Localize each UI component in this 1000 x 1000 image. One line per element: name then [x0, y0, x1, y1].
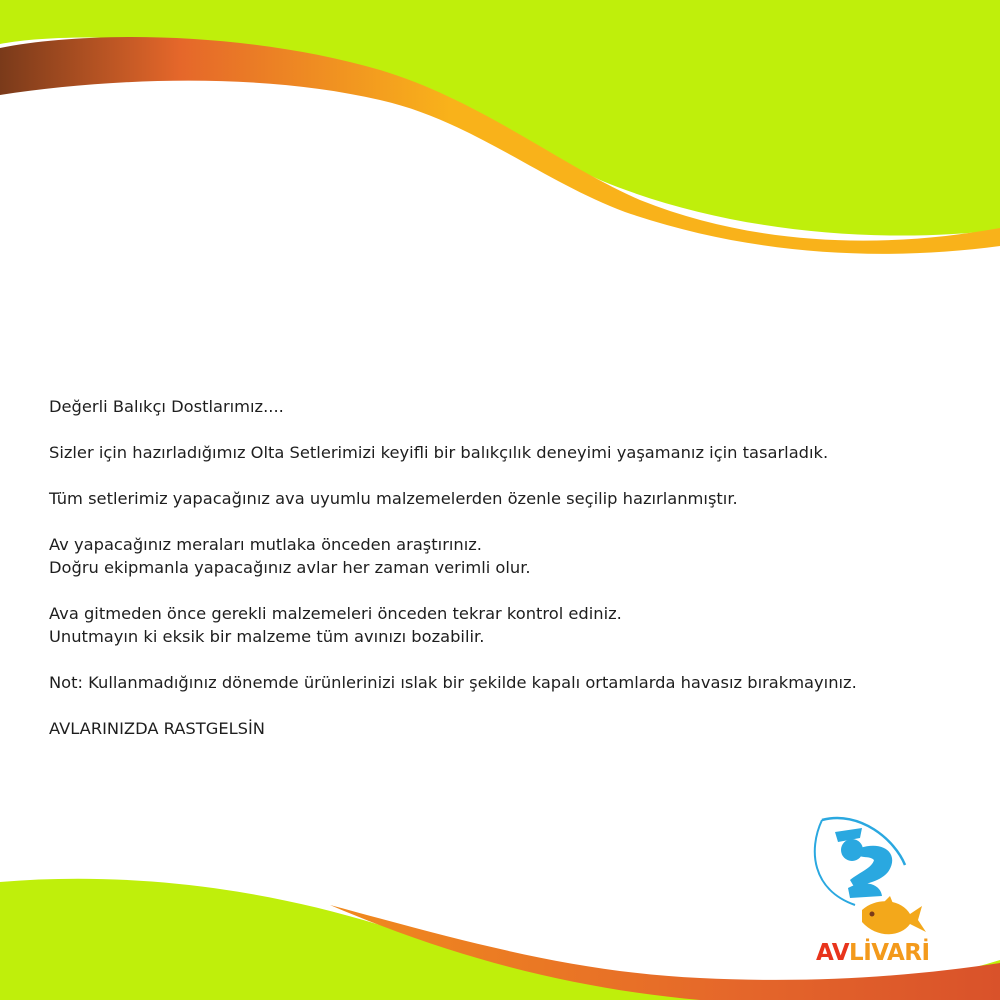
paragraph-4-line-2: Unutmayın ki eksik bir malzeme tüm avınızı bozabilir. [49, 627, 485, 646]
top-lime-wave [0, 0, 1000, 236]
paragraph-4-line-1: Ava gitmeden önce gerekli malzemeleri önceden tekrar kontrol ediniz. [49, 604, 622, 623]
paragraph-3-line-2: Doğru ekipmanla yapacağınız avlar her zaman verimli olur. [49, 558, 531, 577]
paragraph-3-line-1: Av yapacağınız meraları mutlaka önceden araştırınız. [49, 535, 482, 554]
note: Not: Kullanmadığınız dönemde ürünlerinizi ıslak bir şekilde kapalı ortamlarda havasız bırakmayınız. [49, 673, 857, 692]
letter-body [49, 395, 994, 740]
brand-wordmark [816, 940, 930, 966]
closing: AVLARINIZDA RASTGELSİN [49, 719, 265, 738]
greeting: Değerli Balıkçı Dostlarımız.... [49, 397, 284, 416]
paragraph-2: Tüm setlerimiz yapacağınız ava uyumlu malzemelerden özenle seçilip hazırlanmıştır. [49, 489, 738, 508]
brand-part-livari: LİVARİ [849, 940, 930, 966]
paragraph-1: Sizler için hazırladığımız Olta Setlerimizi keyifli bir balıkçılık deneyimi yaşamanız için tasarladık. [49, 443, 829, 462]
brand-part-av: AV [816, 940, 850, 966]
